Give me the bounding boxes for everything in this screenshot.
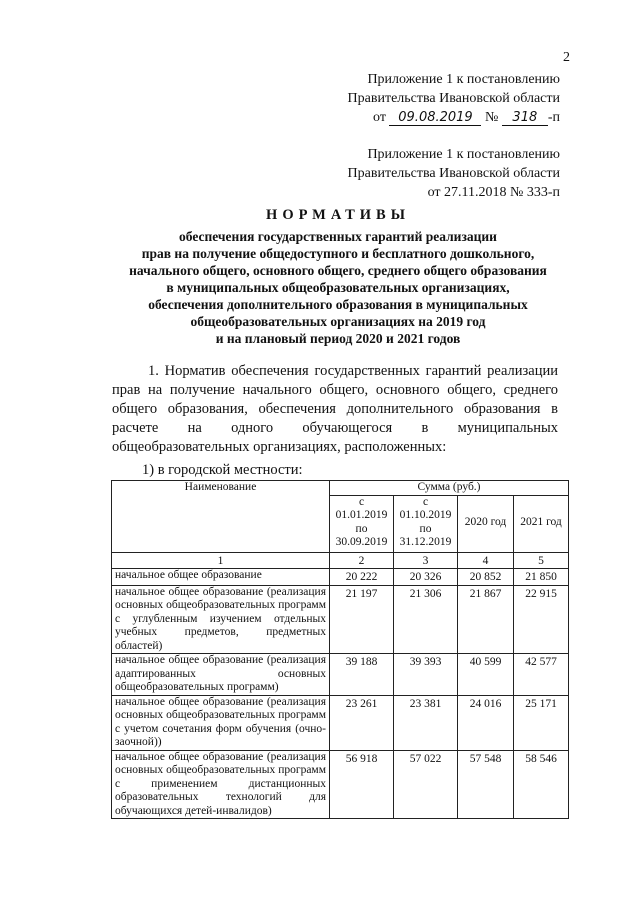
table-header-row — [112, 481, 569, 496]
col-header-2020: 2020 год — [458, 495, 514, 552]
date-prefix: от — [373, 110, 386, 125]
row-value: 22 915 — [514, 585, 569, 654]
appendix-original-line2: Правительства Ивановской области — [347, 166, 560, 181]
row-name: начальное общее образование (реализация основных общеобразовательных программ с углубленным изучением отдельных учебных предметов, предметных областей) — [112, 585, 330, 654]
col-header-period1: с 01.01.2019 по 30.09.2019 — [330, 495, 394, 552]
row-value: 56 918 — [330, 750, 394, 819]
row-value: 21 197 — [330, 585, 394, 654]
title-line: общеобразовательных организациях на 2019 год — [190, 314, 486, 329]
row-value: 57 022 — [394, 750, 458, 819]
norms-table — [111, 480, 569, 819]
title-main: НОРМАТИВЫ — [266, 207, 410, 223]
col-header-period2: с 01.10.2019 по 31.12.2019 — [394, 495, 458, 552]
col-number: 1 — [112, 552, 330, 569]
col-number: 2 — [330, 552, 394, 569]
table-row — [112, 654, 569, 696]
row-value: 20 852 — [458, 569, 514, 586]
row-value: 40 599 — [458, 654, 514, 696]
row-value: 21 850 — [514, 569, 569, 586]
row-name: начальное общее образование (реализация основных общеобразовательных программ с учетом сочетания форм обучения (очно-заочной)) — [112, 695, 330, 750]
number-suffix: -п — [547, 110, 560, 125]
table-row — [112, 750, 569, 819]
appendix-current-line3 — [348, 108, 560, 127]
col-header-2021: 2021 год — [514, 495, 569, 552]
table-row — [112, 569, 569, 586]
subsection-urban: 1) в городской местности: — [142, 462, 303, 478]
row-value: 42 577 — [514, 654, 569, 696]
row-value: 23 381 — [394, 695, 458, 750]
row-value: 20 222 — [330, 569, 394, 586]
title-line: обеспечения дополнительного образования в муниципальных — [148, 297, 528, 312]
title-line: начального общего, основного общего, среднего общего образования — [129, 263, 547, 278]
row-value: 58 546 — [514, 750, 569, 819]
row-value: 25 171 — [514, 695, 569, 750]
number-prefix: № — [484, 110, 499, 125]
paragraph-1: 1. Норматив обеспечения государственных гарантий реализации прав на получение начального общего, основного общего, среднего общего образования, обеспечения дополнительного образования в расчете на одного обучающегося в муниципальных общеобразовательных организациях, расположенных: — [112, 363, 558, 455]
appendix-current-line2: Правительства Ивановской области — [347, 91, 560, 106]
col-number: 3 — [394, 552, 458, 569]
row-value: 21 867 — [458, 585, 514, 654]
page-number: 2 — [563, 50, 570, 65]
row-name: начальное общее образование (реализация адаптированных основных общеобразовательных программ) — [112, 654, 330, 696]
row-value: 39 188 — [330, 654, 394, 696]
row-value: 39 393 — [394, 654, 458, 696]
table-colnum-row — [112, 552, 569, 569]
title-line: в муниципальных общеобразовательных организациях, — [166, 280, 510, 295]
handwritten-date: 09.08.2019 — [389, 110, 481, 126]
row-value: 20 326 — [394, 569, 458, 586]
row-value: 57 548 — [458, 750, 514, 819]
document-title — [60, 207, 616, 347]
appendix-current-line1: Приложение 1 к постановлению — [367, 72, 560, 87]
appendix-original-line3: от 27.11.2018 № 333-п — [427, 185, 560, 200]
row-value: 21 306 — [394, 585, 458, 654]
appendix-current — [348, 70, 560, 127]
row-value: 23 261 — [330, 695, 394, 750]
appendix-original-line1: Приложение 1 к постановлению — [367, 147, 560, 162]
table-row — [112, 695, 569, 750]
title-line: обеспечения государственных гарантий реализации — [179, 229, 497, 244]
handwritten-number: 318 — [502, 110, 548, 126]
title-line: прав на получение общедоступного и бесплатного дошкольного, — [141, 246, 535, 261]
title-line: и на плановый период 2020 и 2021 годов — [215, 331, 461, 346]
header-sum: Сумма (руб.) — [330, 481, 569, 496]
table-row — [112, 585, 569, 654]
col-number: 5 — [514, 552, 569, 569]
header-name: Наименование — [112, 481, 330, 553]
row-name: начальное общее образование (реализация основных общеобразовательных программ с применением дистанционных образовательных технологий для обучающихся детей-инвалидов) — [112, 750, 330, 819]
row-name: начальное общее образование — [112, 569, 330, 586]
col-number: 4 — [458, 552, 514, 569]
row-value: 24 016 — [458, 695, 514, 750]
appendix-original — [348, 145, 560, 202]
